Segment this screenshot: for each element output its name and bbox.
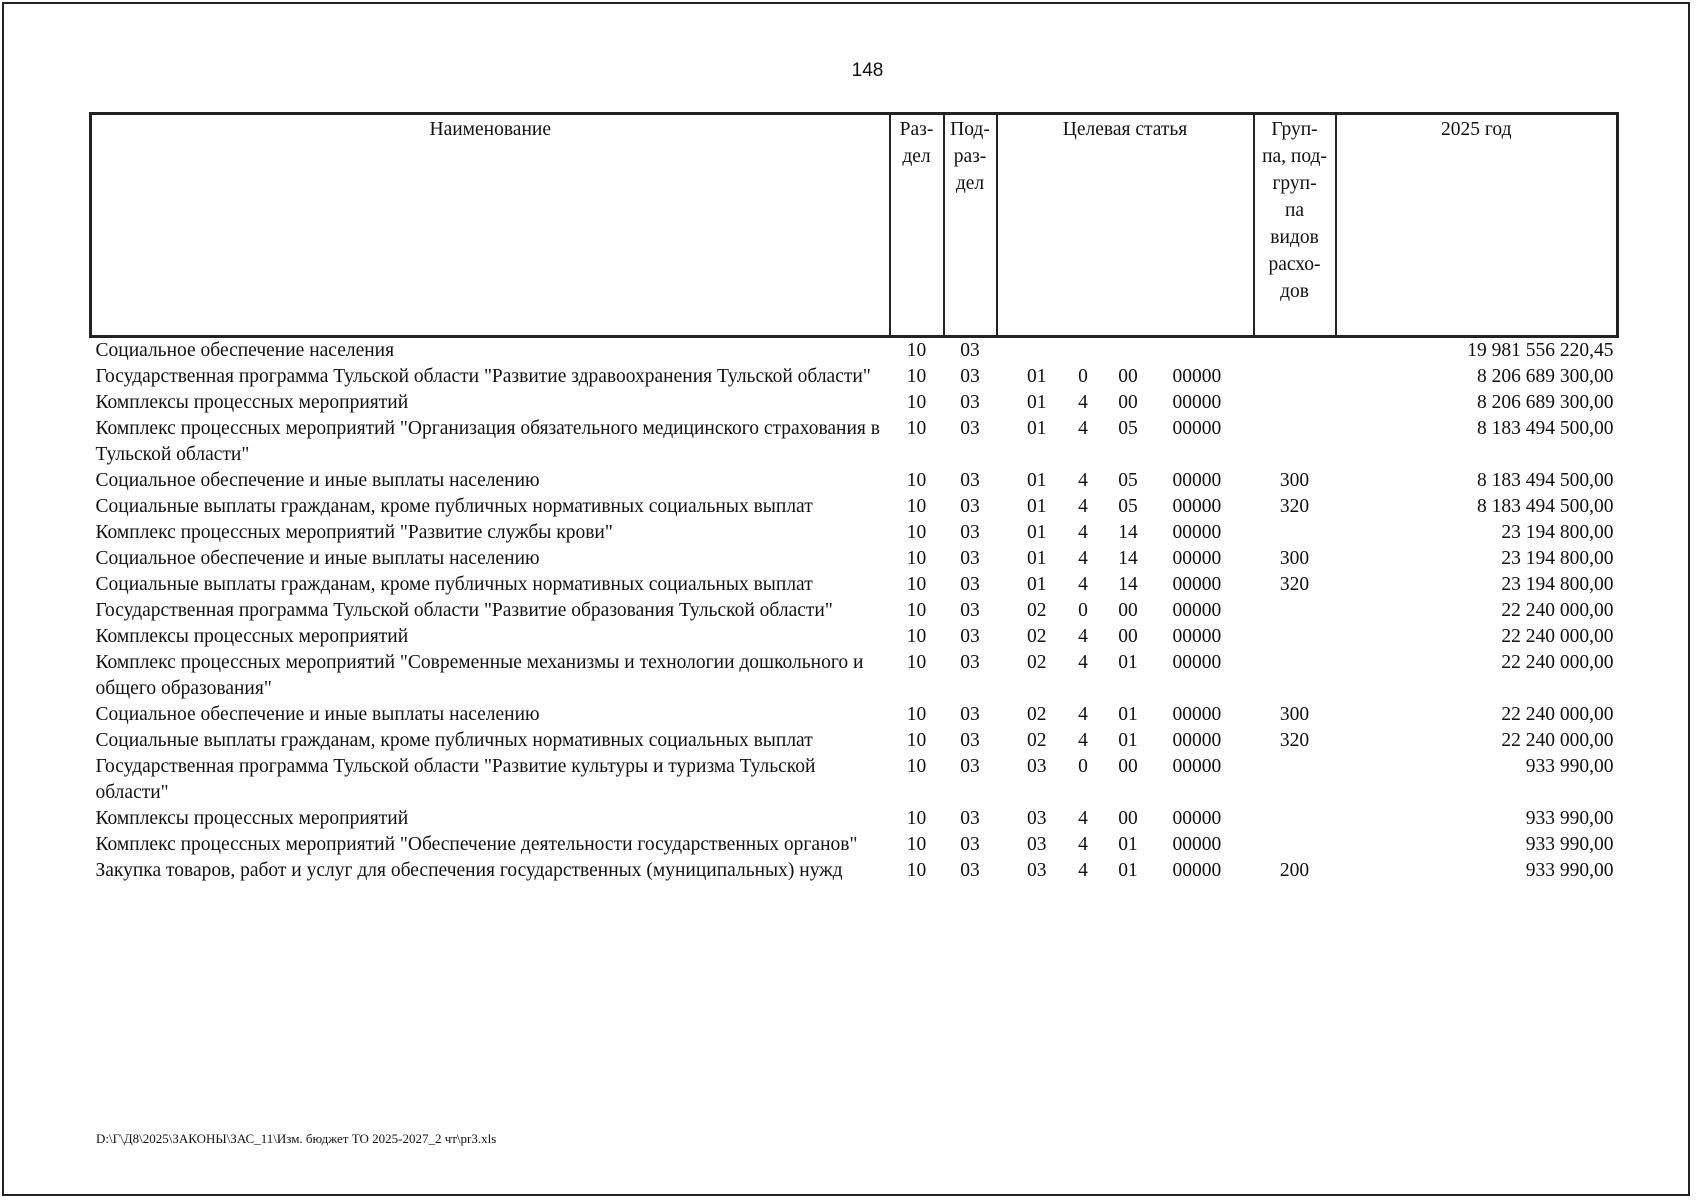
cell-name: Комплексы процессных мероприятий	[95, 392, 409, 413]
cell-name: Социальные выплаты гражданам, кроме публичных нормативных социальных выплат	[95, 496, 813, 517]
cell-t1: 02	[1027, 626, 1047, 647]
cell-sum: 22 240 000,00	[1501, 652, 1614, 673]
cell-t1: 02	[1027, 600, 1047, 621]
cell-group: 300	[1279, 704, 1310, 725]
table-header-row	[91, 114, 1618, 337]
cell-t4: 00000	[1172, 730, 1222, 751]
cell-razdel: 10	[906, 860, 927, 881]
cell-group	[1254, 650, 1336, 702]
cell-podrazdel: 03	[960, 756, 980, 777]
cell-t1: 01	[1027, 574, 1047, 595]
cell-razdel: 10	[906, 652, 927, 673]
cell-t4: 00000	[1172, 418, 1222, 439]
cell-group	[1254, 832, 1336, 858]
cell-sum: 933 990,00	[1525, 808, 1614, 829]
cell-razdel: 10	[906, 418, 927, 439]
cell-sum: 8 206 689 300,00	[1477, 392, 1614, 413]
cell-razdel: 10	[906, 626, 927, 647]
cell-t4: 00000	[1172, 548, 1222, 569]
cell-podrazdel: 03	[960, 730, 980, 751]
cell-t1: 02	[1027, 730, 1047, 751]
cell-sum: 933 990,00	[1525, 756, 1614, 777]
cell-group	[1254, 754, 1336, 806]
table-row	[91, 702, 1618, 728]
cell-podrazdel: 03	[960, 652, 980, 673]
table-row	[91, 364, 1618, 390]
table-row	[91, 572, 1618, 598]
cell-razdel: 10	[906, 730, 927, 751]
cell-t3: 01	[1118, 652, 1138, 673]
cell-t3: 01	[1118, 860, 1138, 881]
cell-razdel: 10	[906, 704, 927, 725]
cell-group: 300	[1279, 470, 1310, 491]
cell-t3: 00	[1118, 808, 1138, 829]
cell-name: Социальное обеспечение населения	[95, 340, 395, 361]
cell-t1: 01	[1027, 366, 1047, 387]
cell-podrazdel: 03	[960, 834, 980, 855]
cell-group	[1254, 598, 1336, 624]
cell-t1: 02	[1027, 652, 1047, 673]
cell-sum: 8 183 494 500,00	[1477, 470, 1614, 491]
header-group-text: Груп- па, под- груп- па видов расхо- дов	[1262, 119, 1327, 302]
cell-razdel: 10	[906, 574, 927, 595]
header-year: 2025 год	[1336, 114, 1618, 337]
cell-name: Комплекс процессных мероприятий "Современные механизмы и технологии дошкольного и общего образования"	[95, 652, 864, 699]
cell-t1: 03	[1027, 834, 1047, 855]
cell-razdel: 10	[906, 808, 927, 829]
cell-podrazdel: 03	[960, 496, 980, 517]
cell-sum: 19 981 556 220,45	[1467, 340, 1614, 361]
cell-t2: 4	[1078, 834, 1088, 855]
table-row	[91, 494, 1618, 520]
header-razdel-text: Раз- дел	[899, 119, 934, 167]
cell-razdel: 10	[906, 756, 927, 777]
table-row	[91, 416, 1618, 468]
header-name: Наименование	[91, 114, 890, 337]
cell-razdel: 10	[906, 548, 927, 569]
cell-t1: 01	[1027, 522, 1047, 543]
table-row	[91, 806, 1618, 832]
cell-razdel: 10	[906, 340, 927, 361]
cell-t3: 00	[1118, 626, 1138, 647]
cell-podrazdel: 03	[960, 522, 980, 543]
cell-t3: 05	[1118, 470, 1138, 491]
cell-t2: 4	[1078, 496, 1088, 517]
header-group	[1254, 114, 1336, 337]
header-razdel	[890, 114, 944, 337]
cell-t2: 4	[1078, 574, 1088, 595]
cell-group	[1254, 520, 1336, 546]
cell-name: Комплексы процессных мероприятий	[95, 808, 409, 829]
cell-podrazdel: 03	[960, 574, 980, 595]
cell-t3: 00	[1118, 392, 1138, 413]
cell-sum: 23 194 800,00	[1501, 574, 1614, 595]
cell-podrazdel: 03	[960, 392, 980, 413]
cell-name: Социальные выплаты гражданам, кроме публичных нормативных социальных выплат	[95, 730, 813, 751]
cell-razdel: 10	[906, 392, 927, 413]
header-podrazdel-text: Под- раз- дел	[950, 119, 990, 194]
table-row	[91, 624, 1618, 650]
cell-name: Комплекс процессных мероприятий "Организация обязательного медицинского страхования в Тульской области"	[95, 418, 880, 465]
cell-t3: 00	[1118, 366, 1138, 387]
page-number: 148	[851, 60, 884, 81]
cell-t1: 03	[1027, 756, 1047, 777]
cell-group: 320	[1279, 496, 1310, 517]
cell-sum: 23 194 800,00	[1501, 548, 1614, 569]
cell-podrazdel: 03	[960, 600, 980, 621]
table-row	[91, 390, 1618, 416]
cell-group	[1254, 337, 1336, 365]
cell-t4: 00000	[1172, 860, 1222, 881]
table-row	[91, 337, 1618, 365]
cell-t4: 00000	[1172, 626, 1222, 647]
table-row	[91, 598, 1618, 624]
cell-t4: 00000	[1172, 366, 1222, 387]
cell-sum: 22 240 000,00	[1501, 626, 1614, 647]
cell-t4: 00000	[1172, 392, 1222, 413]
cell-sum: 22 240 000,00	[1501, 704, 1614, 725]
cell-podrazdel: 03	[960, 470, 980, 491]
cell-t3: 00	[1118, 600, 1138, 621]
cell-t2: 4	[1078, 418, 1088, 439]
cell-t2: 4	[1078, 652, 1088, 673]
table-row	[91, 468, 1618, 494]
cell-t3: 00	[1118, 756, 1138, 777]
cell-podrazdel: 03	[960, 808, 980, 829]
table-row	[91, 754, 1618, 806]
cell-t4: 00000	[1172, 834, 1222, 855]
cell-t2: 0	[1078, 756, 1088, 777]
cell-t2: 0	[1078, 600, 1088, 621]
cell-name: Социальное обеспечение и иные выплаты населению	[95, 470, 540, 491]
cell-razdel: 10	[906, 600, 927, 621]
cell-razdel: 10	[906, 366, 927, 387]
cell-t3: 01	[1118, 704, 1138, 725]
cell-t2: 4	[1078, 730, 1088, 751]
cell-name: Комплексы процессных мероприятий	[95, 626, 409, 647]
file-path-footer: D:\Г\Д8\2025\ЗАКОНЫ\ЗАС_11\Изм. бюджет ТО 2025-2027_2 чт\pr3.xls	[96, 1131, 497, 1146]
cell-t1: 03	[1027, 860, 1047, 881]
table-row	[91, 520, 1618, 546]
cell-t3: 14	[1118, 548, 1138, 569]
cell-group	[1254, 390, 1336, 416]
cell-t4: 00000	[1172, 808, 1222, 829]
cell-sum: 8 183 494 500,00	[1477, 496, 1614, 517]
cell-t4: 00000	[1172, 496, 1222, 517]
cell-t1: 01	[1027, 548, 1047, 569]
cell-name: Комплекс процессных мероприятий "Обеспечение деятельности государственных органов"	[95, 834, 858, 855]
cell-t1: 01	[1027, 496, 1047, 517]
cell-t2: 0	[1078, 366, 1088, 387]
cell-t1: 01	[1027, 392, 1047, 413]
cell-t3	[1106, 337, 1151, 365]
cell-podrazdel: 03	[960, 626, 980, 647]
budget-table	[89, 112, 1619, 884]
cell-name: Социальное обеспечение и иные выплаты населению	[95, 704, 540, 725]
cell-t2: 4	[1078, 392, 1088, 413]
cell-t3: 01	[1118, 730, 1138, 751]
cell-t4: 00000	[1172, 600, 1222, 621]
cell-name: Социальное обеспечение и иные выплаты населению	[95, 548, 540, 569]
cell-t2: 4	[1078, 626, 1088, 647]
cell-group	[1254, 624, 1336, 650]
cell-sum: 933 990,00	[1525, 860, 1614, 881]
cell-t2: 4	[1078, 522, 1088, 543]
cell-group: 200	[1279, 860, 1310, 881]
cell-t2: 4	[1078, 548, 1088, 569]
cell-name: Государственная программа Тульской области "Развитие здравоохранения Тульской области"	[95, 366, 871, 387]
cell-group: 320	[1279, 730, 1310, 751]
cell-t4: 00000	[1172, 470, 1222, 491]
cell-sum: 22 240 000,00	[1501, 730, 1614, 751]
cell-t4: 00000	[1172, 756, 1222, 777]
cell-podrazdel: 03	[960, 704, 980, 725]
cell-t4	[1151, 337, 1254, 365]
cell-name: Социальные выплаты гражданам, кроме публичных нормативных социальных выплат	[95, 574, 813, 595]
cell-group	[1254, 416, 1336, 468]
header-target: Целевая статья	[997, 114, 1254, 337]
cell-name: Комплекс процессных мероприятий "Развитие службы крови"	[95, 522, 613, 543]
cell-t4: 00000	[1172, 652, 1222, 673]
cell-t1: 01	[1027, 418, 1047, 439]
header-podrazdel	[944, 114, 997, 337]
table-row	[91, 728, 1618, 754]
cell-name: Закупка товаров, работ и услуг для обеспечения государственных (муниципальных) нужд	[95, 860, 843, 881]
cell-name: Государственная программа Тульской области "Развитие образования Тульской области"	[95, 600, 833, 621]
cell-podrazdel: 03	[960, 418, 980, 439]
cell-t1: 03	[1027, 808, 1047, 829]
cell-t4: 00000	[1172, 574, 1222, 595]
cell-sum: 8 183 494 500,00	[1477, 418, 1614, 439]
cell-name: Государственная программа Тульской области "Развитие культуры и туризма Тульской области"	[95, 756, 816, 803]
table-row	[91, 650, 1618, 702]
cell-t3: 14	[1118, 574, 1138, 595]
cell-t2: 4	[1078, 860, 1088, 881]
cell-t3: 01	[1118, 834, 1138, 855]
cell-group: 300	[1279, 548, 1310, 569]
cell-podrazdel: 03	[960, 366, 980, 387]
cell-razdel: 10	[906, 522, 927, 543]
cell-podrazdel: 03	[960, 860, 980, 881]
cell-sum: 22 240 000,00	[1501, 600, 1614, 621]
cell-sum: 23 194 800,00	[1501, 522, 1614, 543]
cell-t3: 05	[1118, 418, 1138, 439]
table-row	[91, 546, 1618, 572]
cell-sum: 8 206 689 300,00	[1477, 366, 1614, 387]
table-row	[91, 858, 1618, 884]
cell-sum: 933 990,00	[1525, 834, 1614, 855]
cell-t3: 05	[1118, 496, 1138, 517]
cell-group	[1254, 806, 1336, 832]
cell-podrazdel: 03	[960, 340, 980, 361]
cell-razdel: 10	[906, 834, 927, 855]
cell-group: 320	[1279, 574, 1310, 595]
cell-podrazdel: 03	[960, 548, 980, 569]
cell-t1	[997, 337, 1061, 365]
cell-t1: 02	[1027, 704, 1047, 725]
cell-razdel: 10	[906, 496, 927, 517]
cell-t2: 4	[1078, 704, 1088, 725]
cell-group	[1254, 364, 1336, 390]
cell-t2: 4	[1078, 470, 1088, 491]
cell-t2: 4	[1078, 808, 1088, 829]
cell-t3: 14	[1118, 522, 1138, 543]
table-body	[91, 337, 1618, 885]
cell-t4: 00000	[1172, 704, 1222, 725]
table-row	[91, 832, 1618, 858]
cell-t1: 01	[1027, 470, 1047, 491]
cell-t2	[1061, 337, 1106, 365]
cell-razdel: 10	[906, 470, 927, 491]
cell-t4: 00000	[1172, 522, 1222, 543]
